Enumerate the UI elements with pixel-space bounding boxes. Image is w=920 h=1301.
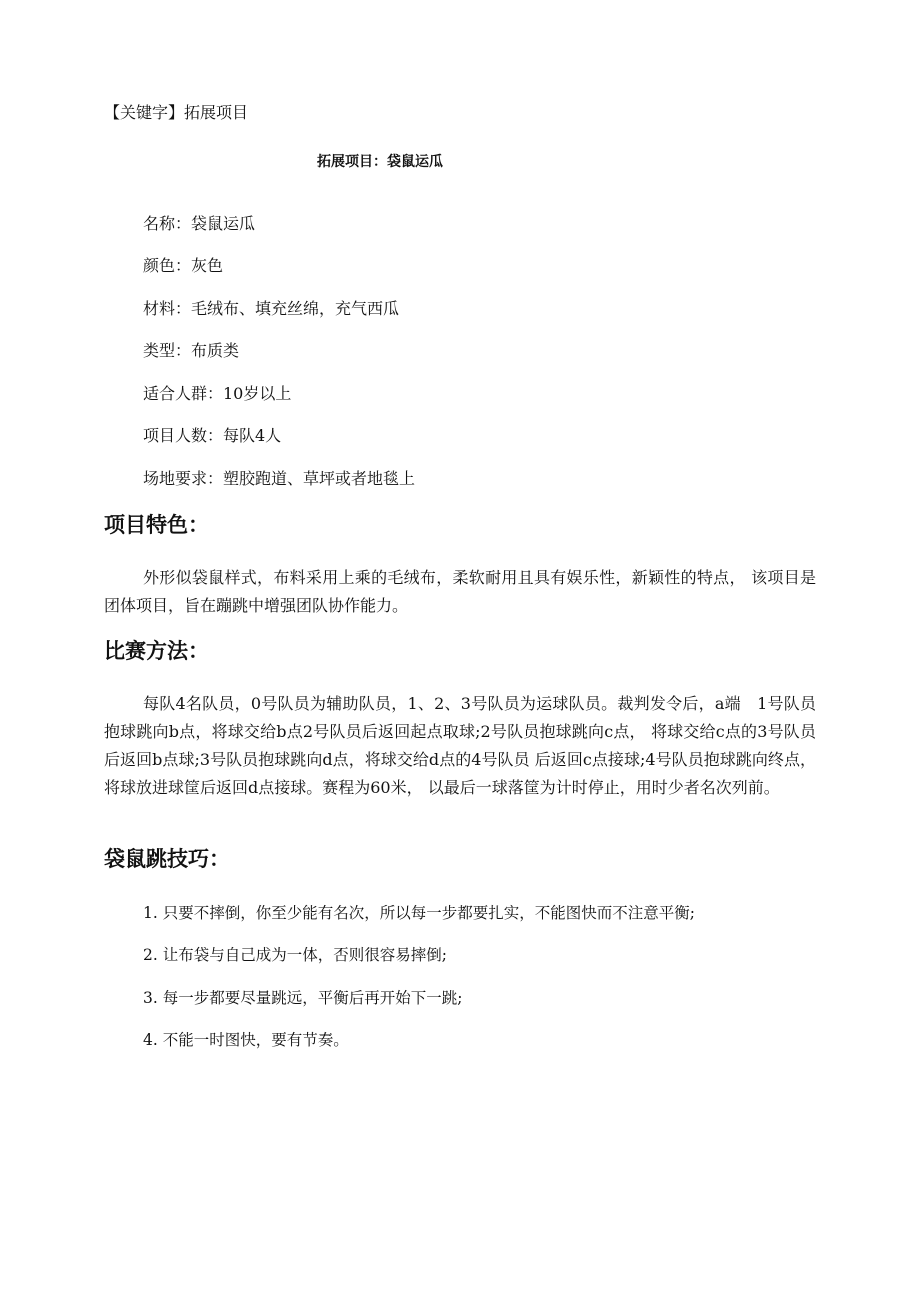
spec-type: 类型：布质类 [143, 341, 240, 360]
features-paragraph: 外形似袋鼠样式，布料采用上乘的毛绒布，柔软耐用且具有娱乐性，新颖性的特点， 该项目是团体项目，旨在蹦跳中增强团队协作能力。 [104, 568, 816, 615]
tip-item-1: 1. 只要不摔倒，你至少能有名次，所以每一步都要扎实，不能图快而不注意平衡; [143, 904, 695, 922]
method-heading: 比赛方法： [104, 639, 209, 663]
keyword-line: 【关键字】拓展项目 [104, 103, 249, 122]
document-title: 拓展项目：袋鼠运瓜 [317, 154, 443, 170]
method-paragraph: 每队4名队员，0号队员为辅助队员，1、2、3号队员为运球队员。裁判发令后，a端 1号队员抱球跳向b点，将球交给b点2号队员后返回起点取球;2号队员抱球跳向c点， 将球交给c点的3号队员后返回b点球;3号队员抱球跳向d点，将球交给d点的4号队员 后返回c点接球;4号队员抱球跳向终点，将球放进球筐后返回d点接球。赛程为60米， 以最后一球落筐为计时停止，用时少者名次列前。 [104, 694, 816, 797]
spec-name: 名称：袋鼠运瓜 [143, 214, 256, 233]
spec-audience: 适合人群：10岁以上 [143, 384, 292, 403]
spec-team-size: 项目人数：每队4人 [143, 426, 282, 445]
tips-heading: 袋鼠跳技巧： [104, 847, 230, 871]
spec-venue: 场地要求：塑胶跑道、草坪或者地毯上 [143, 469, 416, 488]
spec-color: 颜色：灰色 [143, 256, 224, 275]
features-heading: 项目特色： [104, 513, 209, 537]
spec-material: 材料：毛绒布、填充丝绵，充气西瓜 [143, 299, 400, 318]
tip-item-2: 2. 让布袋与自己成为一体，否则很容易摔倒; [143, 946, 447, 964]
tip-item-4: 4. 不能一时图快，要有节奏。 [143, 1031, 349, 1049]
tip-item-3: 3. 每一步都要尽量跳远，平衡后再开始下一跳; [143, 989, 463, 1007]
